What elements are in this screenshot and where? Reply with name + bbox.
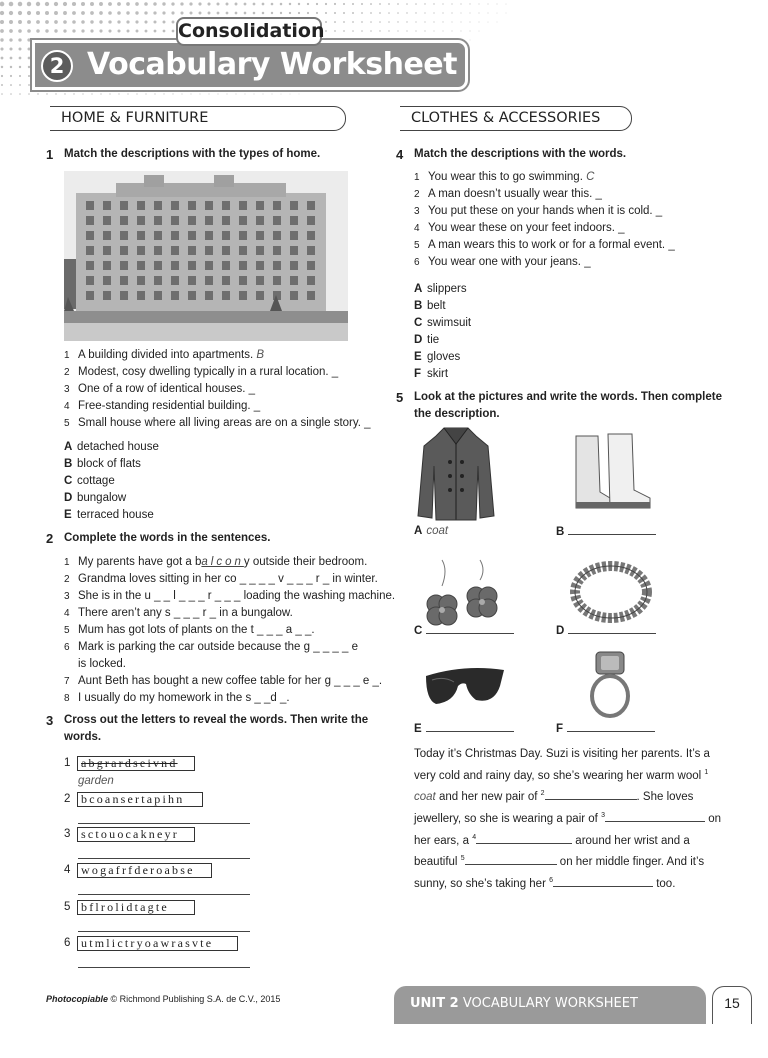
picture-label [556,722,655,735]
option-text: belt [427,300,446,312]
ex2-item [64,571,378,589]
footer-label: VOCABULARY WORKSHEET Consolidation [410,996,638,1047]
ex4-option [414,315,471,332]
answer-line[interactable] [78,967,250,968]
picture-answer-blank[interactable] [426,722,514,732]
item-number: 5 [64,418,70,429]
picture-answer-blank[interactable] [568,624,656,634]
picture-answer: coat [426,525,449,537]
option-letter: C [64,475,73,487]
ex1-option [64,507,154,524]
para-text-4: on her ears, a [414,812,721,847]
exercise-3-title [46,712,374,746]
option-letter: D [414,334,423,346]
ex1-item [64,415,371,433]
ex2-item1-answer: alcon [201,556,244,568]
picture-letter: D [556,625,565,637]
item-number: 6 [64,642,70,653]
item-text: Free-standing residential building. _ [78,400,261,412]
item-text: One of a row of identical houses. _ [78,383,256,395]
ex4-option [414,298,446,315]
exercise-instruction-line2: words. [64,731,102,743]
item-number: 3 [64,591,70,602]
letter-box: wogafrfderoabse [77,863,212,878]
description-paragraph [414,746,726,894]
ex2-item1-prefix: My parents have got a b [78,556,202,568]
ex1-item [64,364,338,382]
option-letter: A [64,441,73,453]
option-text: skirt [427,368,449,380]
option-letter: E [414,351,422,363]
exercise-instruction-line1: Look at the pictures and write the words. Then complete [414,391,722,403]
gap-6-blank[interactable] [553,876,653,887]
answer-line[interactable] [78,823,250,824]
exercise-instruction-line1: Cross out the letters to reveal the words. Then write the [64,714,369,726]
letter-box: sctouocakneyr [77,827,195,842]
page-subtitle: Consolidation [176,17,322,46]
option-letter: B [414,300,423,312]
ex4-item [414,220,624,238]
para-text-7: too. [656,877,676,890]
exercise-number: 1 [46,147,54,162]
ex4-option [414,332,439,349]
gap-2-blank[interactable] [545,789,637,800]
item-number: 2 [64,574,70,585]
unit-badge: 2 [41,50,73,82]
option-text: block of flats [77,458,141,470]
option-letter: A [414,283,423,295]
ex3-answer: garden [78,775,114,787]
exercise-instruction: Match the descriptions with the types of home. [64,148,321,160]
picture-letter: F [556,723,564,735]
para-text-6: on her middle finger. And it’s sunny, so she’s taking her [414,856,705,890]
ex2-item [64,690,290,708]
para-text-3: . She loves jewellery, so she is wearing a pair of [414,791,694,825]
copyright-text: © Richmond Publishing S.A. de C.V., 2015 [110,994,281,1004]
gap-number-3: 3 [601,812,605,820]
item-text: There aren’t any s _ _ _ r _ in a bungalow. [78,607,293,619]
item-number: 4 [64,608,70,619]
picture-letter: C [414,625,423,637]
exercise-5-title [396,389,744,423]
option-letter: D [64,492,73,504]
letter-box: utmlictryoawrasvte [77,936,238,951]
item-text: You wear these on your feet indoors. _ [428,222,625,234]
ex4-item [414,254,591,272]
exercise-number: 5 [396,390,404,405]
picture-label [556,525,656,538]
ex4-option [414,349,460,366]
picture-label [556,624,656,637]
ex2-item [64,656,126,673]
item-number: 2 [64,367,70,378]
answer-line[interactable] [78,931,250,932]
item-text: Modest, cosy dwelling typically in a rural location. _ [78,366,339,378]
option-letter: C [414,317,423,329]
ex1-item [64,381,255,399]
item-text: She is in the u _ _ l _ _ _ r _ _ _ loading the washing machine. [78,590,396,602]
item-number: 7 [64,676,70,687]
ex1-option [64,439,159,456]
ex4-item [414,203,662,221]
option-text: slippers [427,283,467,295]
para-text-2: and her new pair of [438,791,538,804]
ex2-item-1: 1 My parents have got a balcony outside their bedroom. [64,556,368,568]
gap-3-blank[interactable] [605,811,705,822]
ex2-item [64,622,315,640]
item-number: 2 [414,189,420,200]
option-text: bungalow [77,492,127,504]
section-home-furniture: HOME & FURNITURE [46,106,346,131]
coat-picture [416,426,496,525]
exercise-instruction: Complete the words in the sentences. [64,532,271,544]
ex1-option [64,473,115,490]
exercise-number: 3 [46,713,54,728]
picture-answer-blank[interactable] [567,722,655,732]
ex4-item [414,186,602,204]
item-number: 5 [64,625,70,636]
ex2-item [64,588,395,606]
ex1-item [64,398,260,416]
ex2-item [64,639,358,657]
exercise-2-title [46,530,364,547]
exercise-4-title [396,146,744,163]
picture-label [414,525,448,537]
item-number: 5 [414,240,420,251]
sunglasses-picture [424,660,506,715]
ex1-option [64,490,126,507]
boots-picture [570,432,654,515]
footer-unit-bar [394,986,706,1047]
item-text: Mark is parking the car outside because the g _ _ _ _ e [78,641,358,653]
item-text: You wear one with your jeans. _ [428,256,591,268]
picture-letter: B [556,526,565,538]
page-title: Vocabulary Worksheet [87,47,457,82]
option-text: gloves [427,351,461,363]
gap-number-4: 4 [472,833,477,841]
ex2-item [64,673,382,691]
ex1-item [64,347,264,365]
option-letter: E [64,509,72,521]
item-number: 1 [414,172,420,183]
gap-number-1: 1 [704,768,709,776]
section-clothes-accessories: CLOTHES & ACCESSORIES [396,106,632,131]
exercise-number: 4 [396,147,404,162]
item-answer[interactable]: C [586,171,595,183]
gap-number-5: 5 [460,855,465,863]
picture-label [414,624,514,637]
picture-letter: E [414,723,422,735]
exercise-number: 2 [46,531,54,546]
gap-number-2: 2 [540,790,545,798]
item-text: A man wears this to work or for a formal event. _ [428,239,675,251]
item-text: Grandma loves sitting in her co _ _ _ _ v _ _ _ r _ in winter. [78,573,378,585]
page-number: 15 [712,986,752,1024]
ex3-item-number: 2 [64,793,71,805]
letter-box: bcoansertapihn [77,792,203,807]
para-text-5: around her wrist and a beautiful [414,834,690,869]
item-number: 3 [414,206,420,217]
item-number: 3 [64,384,70,395]
para-text-1: Today it’s Christmas Day. Suzi is visiting her parents. It’s a very cold and rainy day, so she’s wearing her warm wool [414,748,710,782]
ring-picture [584,650,636,723]
exercise-instruction-line2: the description. [414,408,500,420]
item-number: 4 [64,401,70,412]
exercise-instruction: Match the descriptions with the words. [414,148,627,160]
picture-answer-blank[interactable] [568,525,656,535]
item-text: Mum has got lots of plants on the t _ _ _ a _ _. [78,624,315,636]
option-text: detached house [77,441,159,453]
option-text: cottage [77,475,115,487]
photocopiable-label: Photocopiable [46,994,109,1004]
item-answer[interactable]: B [256,349,265,361]
item-text: Small house where all living areas are on a single story. _ [78,417,371,429]
ex3-item-number: 5 [64,901,71,913]
item-number: 1 [64,350,70,361]
option-letter: F [414,368,422,380]
ex3-item-number: 6 [64,937,71,949]
letter-box: abgrardseivnd [77,756,195,771]
ex4-item [414,169,594,187]
ex4-option [414,366,448,383]
gap-number-6: 6 [549,876,554,884]
letter-box: bflrolidtagte [77,900,195,915]
footer-unit: UNIT 2 [410,996,459,1011]
ex3-item-number: 4 [64,864,71,876]
picture-letter: A [414,525,423,537]
item-number: 6 [414,257,420,268]
exercise-1-title [46,146,364,163]
option-text: terraced house [77,509,154,521]
bracelet-picture [568,558,654,629]
ex2-item1-suffix: y outside their bedroom. [243,556,368,568]
item-text: You wear this to go swimming. [428,171,587,183]
ex4-option [414,281,467,298]
item-number: 4 [414,223,420,234]
copyright-note [46,994,280,1004]
ex2-item [64,605,293,623]
ex3-item-number: 1 [64,757,71,769]
item-text: Aunt Beth has bought a new coffee table for her g _ _ _ e _. [78,675,383,687]
picture-label [414,722,514,735]
item-number: 8 [64,693,70,704]
gap-4-blank[interactable] [476,833,572,844]
item-text: I usually do my homework in the s _ _d _. [78,692,290,704]
item-text: is locked. [78,658,126,670]
item-text: You put these on your hands when it is cold. _ [428,205,663,217]
picture-answer-blank[interactable] [426,624,514,634]
building-photo [64,171,348,341]
option-text: tie [427,334,440,346]
gap-5-blank[interactable] [465,854,557,865]
ex1-option [64,456,141,473]
answer-line[interactable] [78,894,250,895]
title-banner [32,40,468,90]
answer-line[interactable] [78,858,250,859]
ex4-item [414,237,675,255]
option-text: swimsuit [427,317,472,329]
gap-1-answer: coat [414,791,436,804]
item-text: A man doesn’t usually wear this. _ [428,188,602,200]
ex3-item-number: 3 [64,828,71,840]
option-letter: B [64,458,73,470]
item-text: A building divided into apartments. [78,349,257,361]
